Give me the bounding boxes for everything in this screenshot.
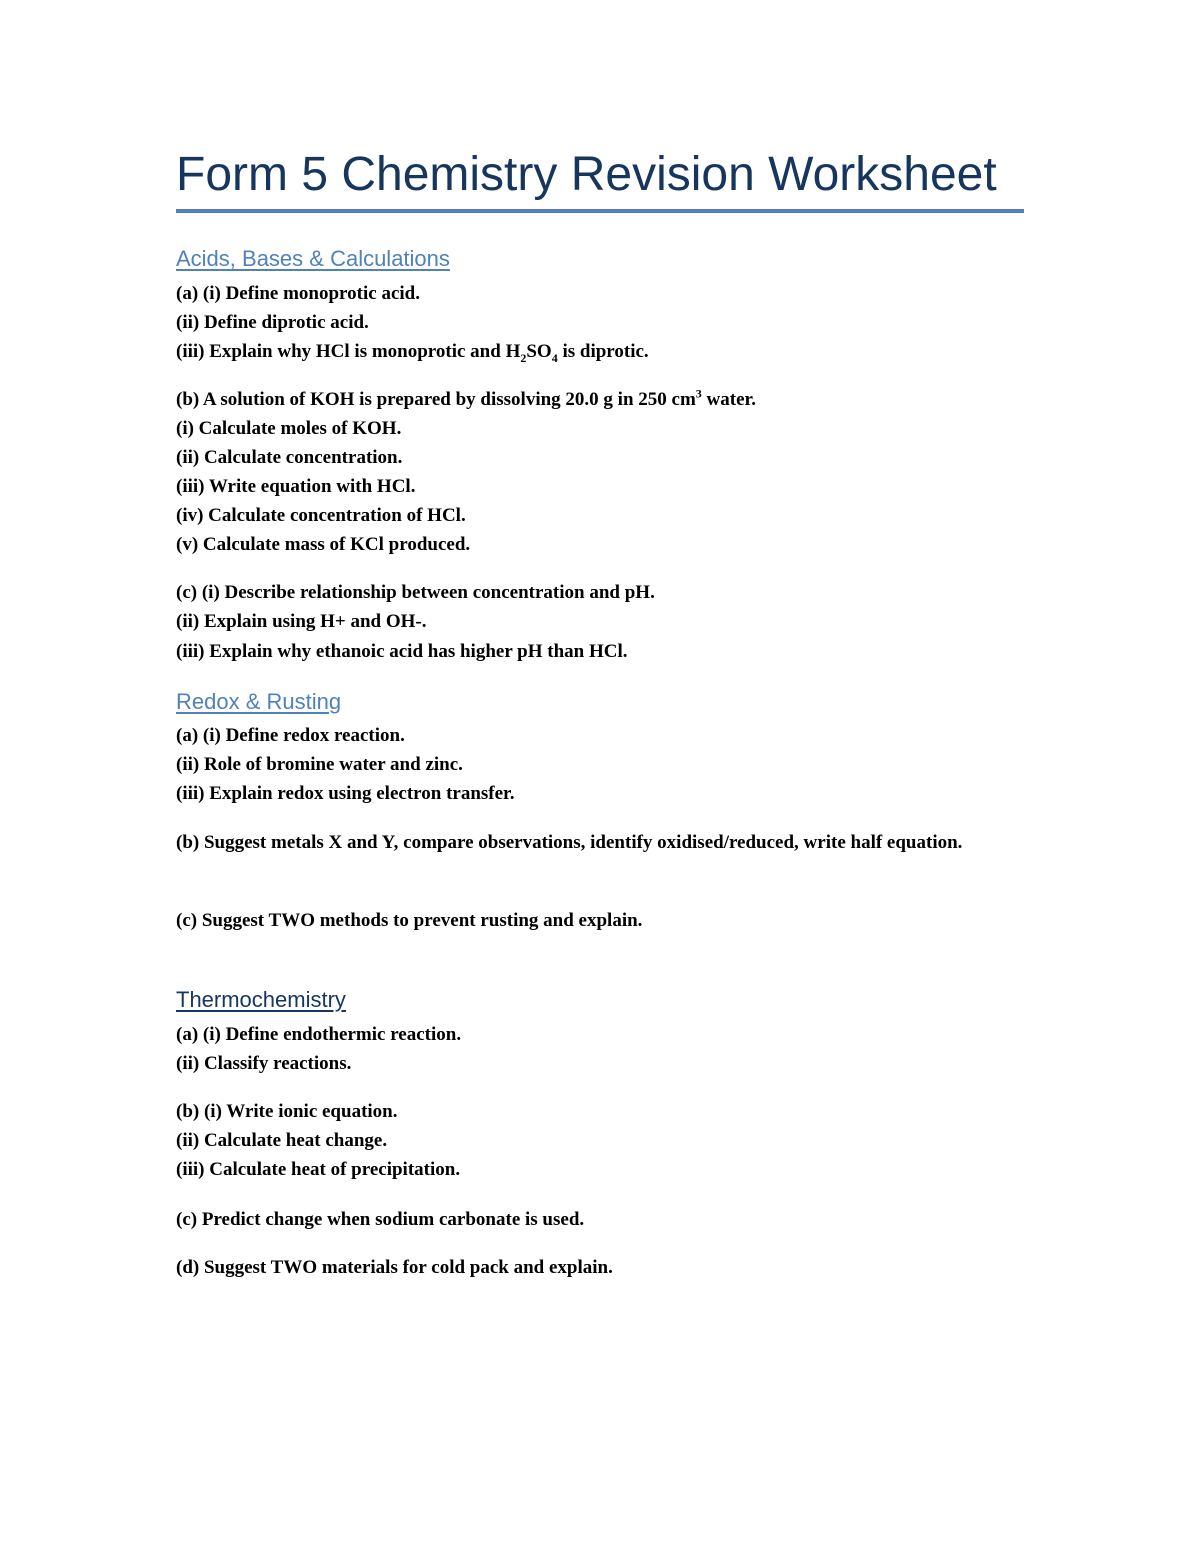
question-acids-a-ii: (ii) Define diprotic acid. <box>176 312 369 333</box>
question-thermo-a-ii: (ii) Classify reactions. <box>176 1053 352 1074</box>
question-redox-a-i: (a) (i) Define redox reaction. <box>176 725 405 746</box>
question-acids-c-i: (c) (i) Describe relationship between concentration and pH. <box>176 582 655 603</box>
title-underline-rule <box>176 209 1024 213</box>
question-text: is diprotic. <box>557 341 649 362</box>
question-acids-b-iii: (iii) Write equation with HCl. <box>176 476 416 497</box>
subscript: 2 <box>520 350 527 365</box>
question-redox-c: (c) Suggest TWO methods to prevent rusting and explain. <box>176 910 643 931</box>
question-thermo-c: (c) Predict change when sodium carbonate is used. <box>176 1209 585 1230</box>
question-acids-b <box>176 385 1006 414</box>
question-acids-c-iii: (iii) Explain why ethanoic acid has higher pH than HCl. <box>176 641 628 662</box>
question-thermo-b-i: (b) (i) Write ionic equation. <box>176 1101 398 1122</box>
question-thermo-d: (d) Suggest TWO materials for cold pack and explain. <box>176 1257 613 1278</box>
section-heading-acids-bases: Acids, Bases & Calculations <box>176 246 450 271</box>
question-text: (b) A solution of KOH is prepared by dissolving 20.0 g in 250 cm <box>176 389 696 410</box>
question-redox-a-ii: (ii) Role of bromine water and zinc. <box>176 754 463 775</box>
question-acids-a-iii <box>176 337 1006 366</box>
question-text: (iii) Explain why HCl is monoprotic and H <box>176 341 521 362</box>
question-text: SO <box>526 341 552 362</box>
question-redox-a-iii: (iii) Explain redox using electron transfer. <box>176 783 515 804</box>
section-heading-redox-rusting: Redox & Rusting <box>176 689 342 714</box>
question-thermo-b-ii: (ii) Calculate heat change. <box>176 1130 388 1151</box>
question-acids-b-i: (i) Calculate moles of KOH. <box>176 418 402 439</box>
page-title: Form 5 Chemistry Revision Worksheet <box>176 148 997 201</box>
subscript: 4 <box>551 350 558 365</box>
question-acids-c-ii: (ii) Explain using H+ and OH-. <box>176 611 427 632</box>
superscript: 3 <box>695 386 702 401</box>
question-acids-b-ii: (ii) Calculate concentration. <box>176 447 403 468</box>
question-acids-b-v: (v) Calculate mass of KCl produced. <box>176 534 471 555</box>
question-thermo-a-i: (a) (i) Define endothermic reaction. <box>176 1024 462 1045</box>
question-acids-a-i: (a) (i) Define monoprotic acid. <box>176 283 420 304</box>
question-acids-b-iv: (iv) Calculate concentration of HCl. <box>176 505 466 526</box>
question-redox-b: (b) Suggest metals X and Y, compare observations, identify oxidised/reduced, write half equation. <box>176 832 963 853</box>
question-thermo-b-iii: (iii) Calculate heat of precipitation. <box>176 1159 461 1180</box>
section-heading-thermochemistry: Thermochemistry <box>176 987 346 1012</box>
question-text: water. <box>701 389 756 410</box>
